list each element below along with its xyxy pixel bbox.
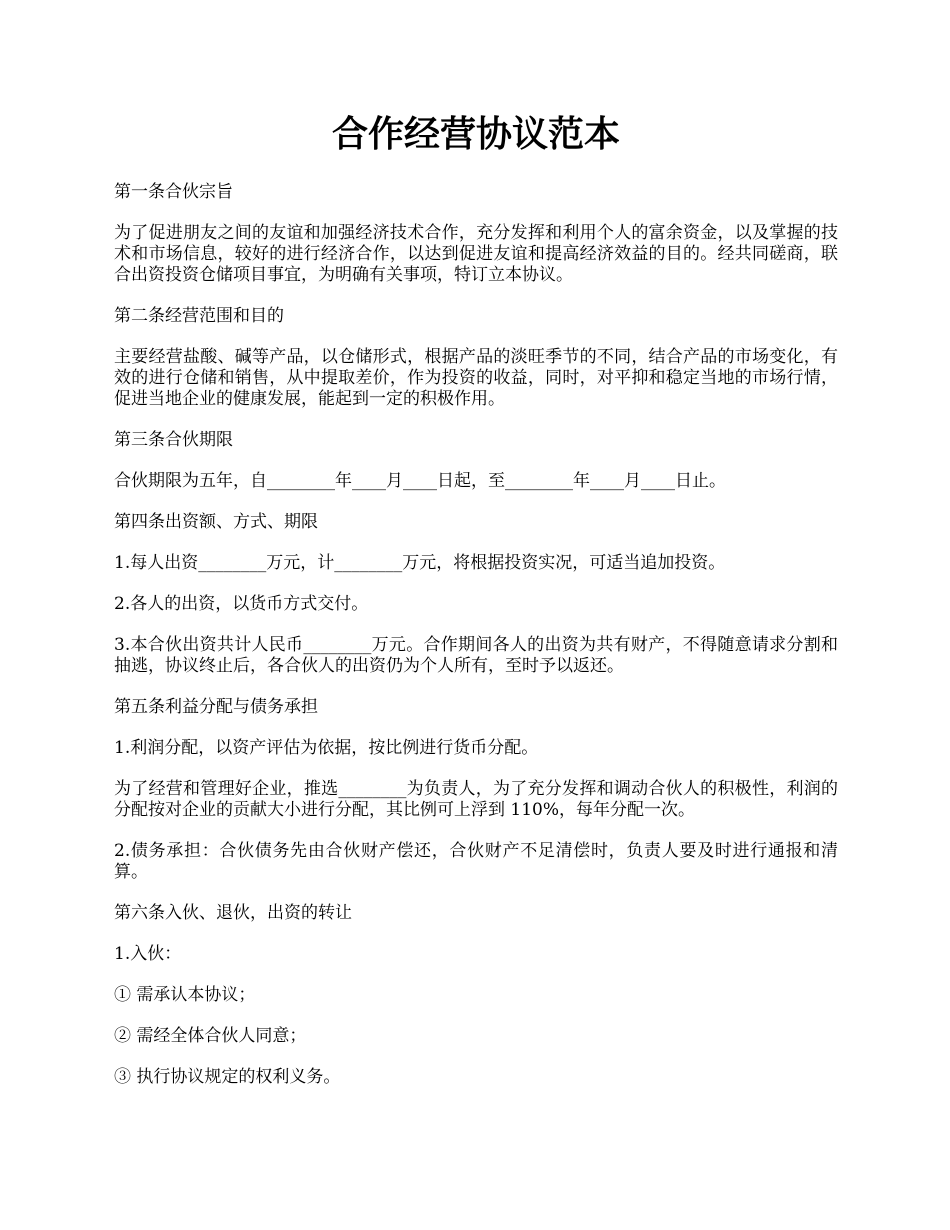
paragraph: 2.债务承担：合伙债务先由合伙财产偿还，合伙财产不足清偿时，负责人要及时进行通报和清算。 [114, 841, 838, 882]
paragraph: 为了经营和管理好企业，推选________为负责人，为了充分发挥和调动合伙人的积极性，利润的分配按对企业的贡献大小进行分配，其比例可上浮到 110%，每年分配一次。 [114, 779, 838, 820]
list-item: ① 需承认本协议； [114, 985, 256, 1005]
paragraph: 1.每人出资________万元，计________万元，将根据投资实况，可适当追加投资。 [114, 553, 726, 573]
paragraph: 1.利润分配，以资产评估为依据，按比例进行货币分配。 [114, 738, 539, 758]
document-title: 合作经营协议范本 [331, 113, 620, 155]
list-item: ③ 执行协议规定的权利义务。 [114, 1067, 341, 1087]
paragraph: 1.入伙： [114, 944, 182, 964]
list-item: ② 需经全体合伙人同意； [114, 1026, 307, 1046]
section-heading-4: 第四条出资额、方式、期限 [114, 512, 318, 532]
section-heading-5: 第五条利益分配与债务承担 [114, 697, 318, 717]
section-heading-3: 第三条合伙期限 [114, 430, 233, 450]
paragraph: 2.各人的出资，以货币方式交付。 [114, 594, 369, 614]
section-heading-6: 第六条入伙、退伙，出资的转让 [114, 903, 352, 923]
paragraph: 合伙期限为五年，自________年____月____日起，至________年____月____日止。 [114, 471, 726, 491]
section-heading-1: 第一条合伙宗旨 [114, 182, 233, 202]
paragraph: 为了促进朋友之间的友谊和加强经济技术合作，充分发挥和利用个人的富余资金，以及掌握的技术和市场信息，较好的进行经济合作，以达到促进友谊和提高经济效益的目的。经共同磋商，联合出资投资仓储项目事宜，为明确有关事项，特订立本协议。 [114, 223, 838, 285]
paragraph: 主要经营盐酸、碱等产品，以仓储形式，根据产品的淡旺季节的不同，结合产品的市场变化，有效的进行仓储和销售，从中提取差价，作为投资的收益，同时，对平抑和稳定当地的市场行情，促进当地企业的健康发展，能起到一定的积极作用。 [114, 347, 838, 409]
section-heading-2: 第二条经营范围和目的 [114, 306, 284, 326]
paragraph: 3.本合伙出资共计人民币________万元。合作期间各人的出资为共有财产，不得随意请求分割和抽逃，协议终止后，各合伙人的出资仍为个人所有，至时予以返还。 [114, 635, 838, 676]
